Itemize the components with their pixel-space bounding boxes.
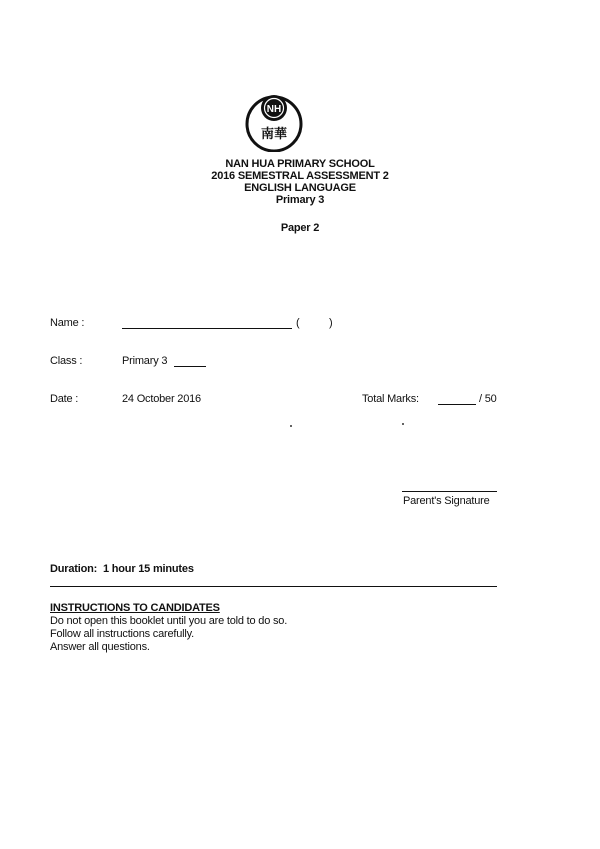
divider-rule	[50, 586, 497, 587]
signature-line[interactable]	[402, 491, 497, 492]
register-close-bracket: )	[329, 317, 333, 329]
assessment-title: 2016 SEMESTRAL ASSESSMENT 2	[211, 170, 389, 182]
total-marks-label: Total Marks:	[362, 393, 419, 405]
name-field[interactable]	[122, 328, 292, 329]
class-label: Class :	[50, 355, 83, 367]
signature-label: Parent's Signature	[403, 495, 490, 507]
class-value: Primary 3	[122, 355, 168, 367]
instruction-item: Do not open this booklet until you are told to do so.	[50, 615, 288, 627]
date-label: Date :	[50, 393, 79, 405]
school-name: NAN HUA PRIMARY SCHOOL	[225, 158, 375, 170]
level-title: Primary 3	[275, 194, 325, 206]
subject-title: ENGLISH LANGUAGE	[244, 182, 356, 194]
instructions-title: INSTRUCTIONS TO CANDIDATES	[50, 602, 220, 614]
total-marks-out-of: / 50	[479, 393, 497, 405]
register-open-bracket: (	[296, 317, 300, 329]
name-label: Name :	[50, 317, 85, 329]
school-crest-icon	[243, 90, 305, 152]
scan-speck	[402, 423, 404, 425]
instruction-item: Follow all instructions carefully.	[50, 628, 194, 640]
date-value: 24 October 2016	[122, 393, 201, 405]
scan-speck	[290, 425, 292, 427]
duration-value: 1 hour 15 minutes	[103, 563, 194, 575]
duration-label: Duration:	[50, 563, 98, 575]
class-field[interactable]	[174, 366, 206, 367]
crest-chinese-name: 南華	[260, 127, 288, 142]
total-marks-field[interactable]	[438, 404, 476, 405]
instruction-item: Answer all questions.	[50, 641, 150, 653]
crest-monogram: NH	[266, 104, 282, 115]
paper-title: Paper 2	[280, 222, 320, 234]
